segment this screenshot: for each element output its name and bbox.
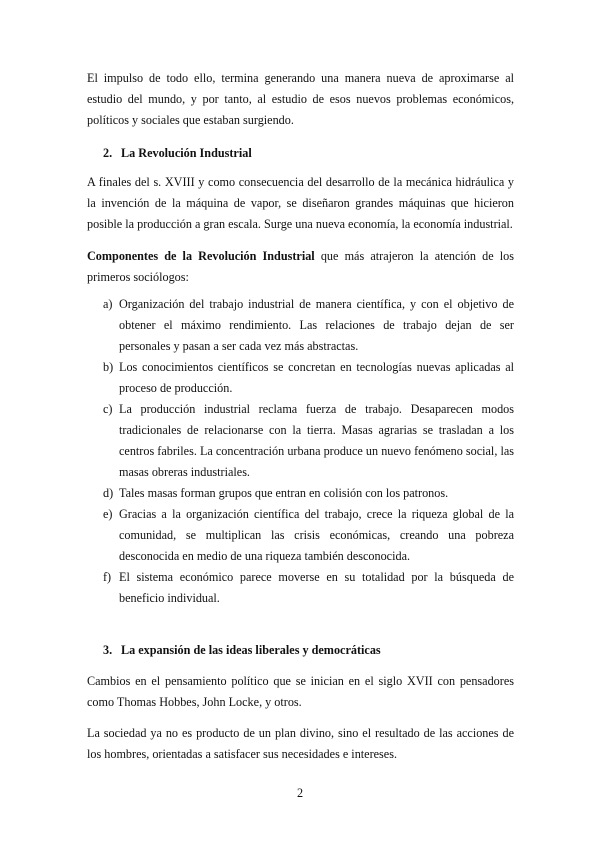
- section-heading-ideas-liberales: [103, 640, 381, 661]
- list-item: [87, 357, 514, 399]
- list-item-text: Organización del trabajo industrial de manera científica, y con el objetivo de obtener el máximo rendimiento. Las relaciones de trabajo dejan de ser personales y pasan a ser cada vez más abstractas.: [119, 297, 514, 353]
- page-number: 2: [296, 786, 304, 800]
- revolucion-paragraph: A finales del s. XVIII y como consecuencia del desarrollo de la mecánica hidráulica y la invención de la máquina de vapor, se diseñaron grandes máquinas que hicieron posible la producción a gran escala. Surge una nueva economía, la economía industrial.: [87, 175, 514, 231]
- list-item-text: Los conocimientos científicos se concretan en tecnologías nuevas aplicadas al proceso de producción.: [119, 360, 514, 395]
- componentes-paragraph: [87, 246, 514, 288]
- section-heading-revolucion: [103, 143, 252, 164]
- list-marker: c): [103, 402, 113, 416]
- list-item-text: El sistema económico parece moverse en su totalidad por la búsqueda de beneficio individual.: [119, 570, 514, 605]
- cambios-paragraph: Cambios en el pensamiento político que se inician en el siglo XVII con pensadores como Thomas Hobbes, John Locke, y otros.: [87, 674, 514, 709]
- heading-text: La Revolución Industrial: [121, 146, 252, 160]
- list-item-text: Tales masas forman grupos que entran en colisión con los patronos.: [119, 486, 449, 500]
- sociedad-paragraph: La sociedad ya no es producto de un plan divino, sino el resultado de las acciones de los hombres, orientadas a satisfacer sus necesidades e intereses.: [87, 726, 514, 761]
- list-item-text: La producción industrial reclama fuerza de trabajo. Desaparecen modos tradicionales de relacionarse con la tierra. Masas agrarias se trasladan a los centros fabriles. La concentración urbana produce un nuevo fenómeno social, las masas obreras industriales.: [119, 402, 514, 479]
- list-item-text: Gracias a la organización científica del trabajo, crece la riqueza global de la comunidad, se multiplican las crisis económicas, creando una pobreza desconocida en medio de una riqueza también desconocida.: [119, 507, 514, 563]
- list-marker: a): [103, 297, 113, 311]
- list-item: [87, 294, 514, 357]
- heading-number: 3.: [103, 643, 113, 657]
- intro-paragraph: El impulso de todo ello, termina generando una manera nueva de aproximarse al estudio del mundo, y por tanto, al estudio de esos nuevos problemas económicos, políticos y sociales que estaban surgiendo.: [87, 71, 514, 127]
- heading-text: La expansión de las ideas liberales y democráticas: [121, 643, 381, 657]
- list-item: [87, 504, 514, 567]
- list-item: [87, 399, 514, 483]
- list-marker: d): [103, 486, 114, 500]
- list-item: [87, 483, 514, 504]
- heading-number: 2.: [103, 146, 113, 160]
- list-item: [87, 567, 514, 609]
- list-marker: f): [103, 570, 112, 584]
- list-marker: e): [103, 507, 113, 521]
- componentes-rest: que más atrajeron la atención de los primeros sociólogos:: [87, 249, 514, 284]
- list-marker: b): [103, 360, 114, 374]
- componentes-bold-lead: Componentes de la Revolución Industrial: [87, 249, 315, 263]
- componentes-list: [87, 294, 514, 609]
